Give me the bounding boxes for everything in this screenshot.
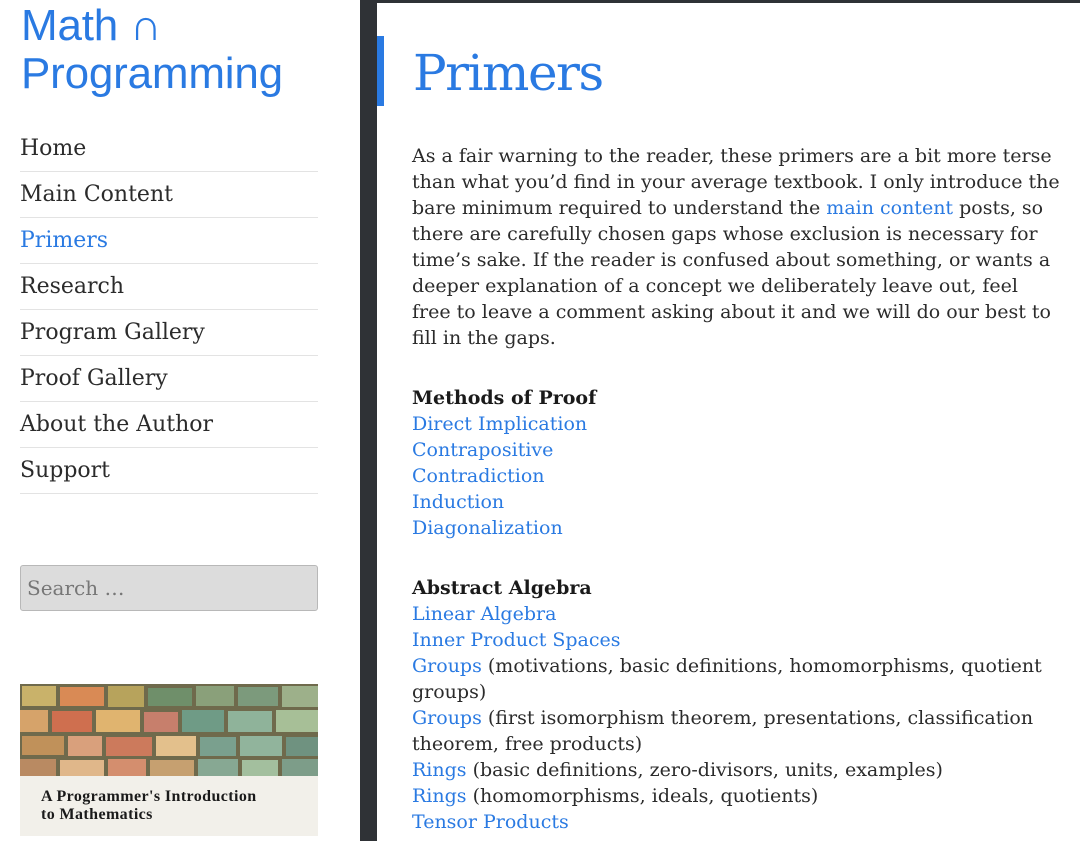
primer-link-groups-2[interactable]: Groups [412,707,482,729]
nav-item-primers[interactable] [20,218,318,264]
section-methods-of-proof [412,385,1062,541]
site-title[interactable] [21,2,351,98]
nav-item-proof-gallery[interactable] [20,356,318,402]
book-title-line-2: to Mathematics [41,806,153,823]
list-item [412,437,1062,463]
panel-divider [360,0,377,841]
sidebar [0,0,360,841]
nav-item-label[interactable]: Primers [20,228,109,253]
list-item [412,601,1062,627]
primer-note: (motivations, basic definitions, homomorphisms, quotient groups) [412,655,1042,703]
primer-link-groups-1[interactable]: Groups [412,655,482,677]
book-title[interactable] [41,788,311,824]
list-item [412,627,1062,653]
section-heading: Abstract Algebra [412,577,592,599]
primer-link-inner-product-spaces[interactable]: Inner Product Spaces [412,629,621,651]
primer-link-rings-1[interactable]: Rings [412,759,467,781]
nav-item-label[interactable]: About the Author [20,412,214,437]
list-item [412,489,1062,515]
nav-item-main-content[interactable] [20,172,318,218]
primer-link-contrapositive[interactable]: Contrapositive [412,439,554,461]
nav-item-label[interactable]: Program Gallery [20,320,205,345]
nav-item-label[interactable]: Support [20,458,111,483]
list-item [412,463,1062,489]
nav-item-about-the-author[interactable] [20,402,318,448]
nav-item-research[interactable] [20,264,318,310]
primer-link-linear-algebra[interactable]: Linear Algebra [412,603,557,625]
section-heading: Methods of Proof [412,387,597,409]
search-input[interactable] [20,565,318,611]
primer-link-tensor-products[interactable]: Tensor Products [412,811,569,833]
title-accent-bar [377,36,384,106]
book-cover-art [20,684,318,776]
primer-link-rings-2[interactable]: Rings [412,785,467,807]
section-abstract-algebra [412,575,1062,835]
nav-item-label[interactable]: Research [20,274,125,299]
list-item [412,757,1062,783]
intro-paragraph [412,143,1062,351]
list-item [412,515,1062,541]
nav-item-program-gallery[interactable] [20,310,318,356]
book-title-line-1: A Programmer's Introduction [41,788,257,805]
list-item [412,411,1062,437]
primer-link-induction[interactable]: Induction [412,491,505,513]
page-title: Primers [413,44,603,102]
nav-item-home[interactable] [20,126,318,172]
nav-item-support[interactable] [20,448,318,494]
primer-link-contradiction[interactable]: Contradiction [412,465,545,487]
intro-text-after: posts, so there are carefully chosen gaps whose exclusion is necessary for time’s sake. If the reader is confused about something, or wants a deeper explanation of a concept we deliberately leave out, feel free to leave a comment asking about it and we will do our best to fill in the gaps. [412,197,1051,349]
primer-link-direct-implication[interactable]: Direct Implication [412,413,588,435]
nav-item-label[interactable]: Home [20,136,87,161]
list-item [412,783,1062,809]
primary-nav [20,126,318,494]
intro-text-before: As a fair warning to the reader, these primers are a bit more terse than what you’d find in your average textbook. I only introduce the bare minimum required to understand the [412,145,1060,219]
site-title-line-2[interactable]: Programming [21,49,283,98]
list-item [412,809,1062,835]
primer-note: (homomorphisms, ideals, quotients) [466,785,819,807]
book-promo[interactable] [20,684,318,836]
primer-link-diagonalization[interactable]: Diagonalization [412,517,563,539]
main-content-link[interactable]: main content [826,197,954,219]
site-title-line-1[interactable]: Math ∩ [21,1,162,50]
list-item [412,653,1062,705]
nav-item-label[interactable]: Proof Gallery [20,366,168,391]
primer-note: (first isomorphism theorem, presentations, classification theorem, free products) [412,707,1034,755]
primer-note: (basic definitions, zero-divisors, units, examples) [466,759,943,781]
nav-item-label[interactable]: Main Content [20,182,173,207]
main-content [377,3,1080,841]
list-item [412,705,1062,757]
